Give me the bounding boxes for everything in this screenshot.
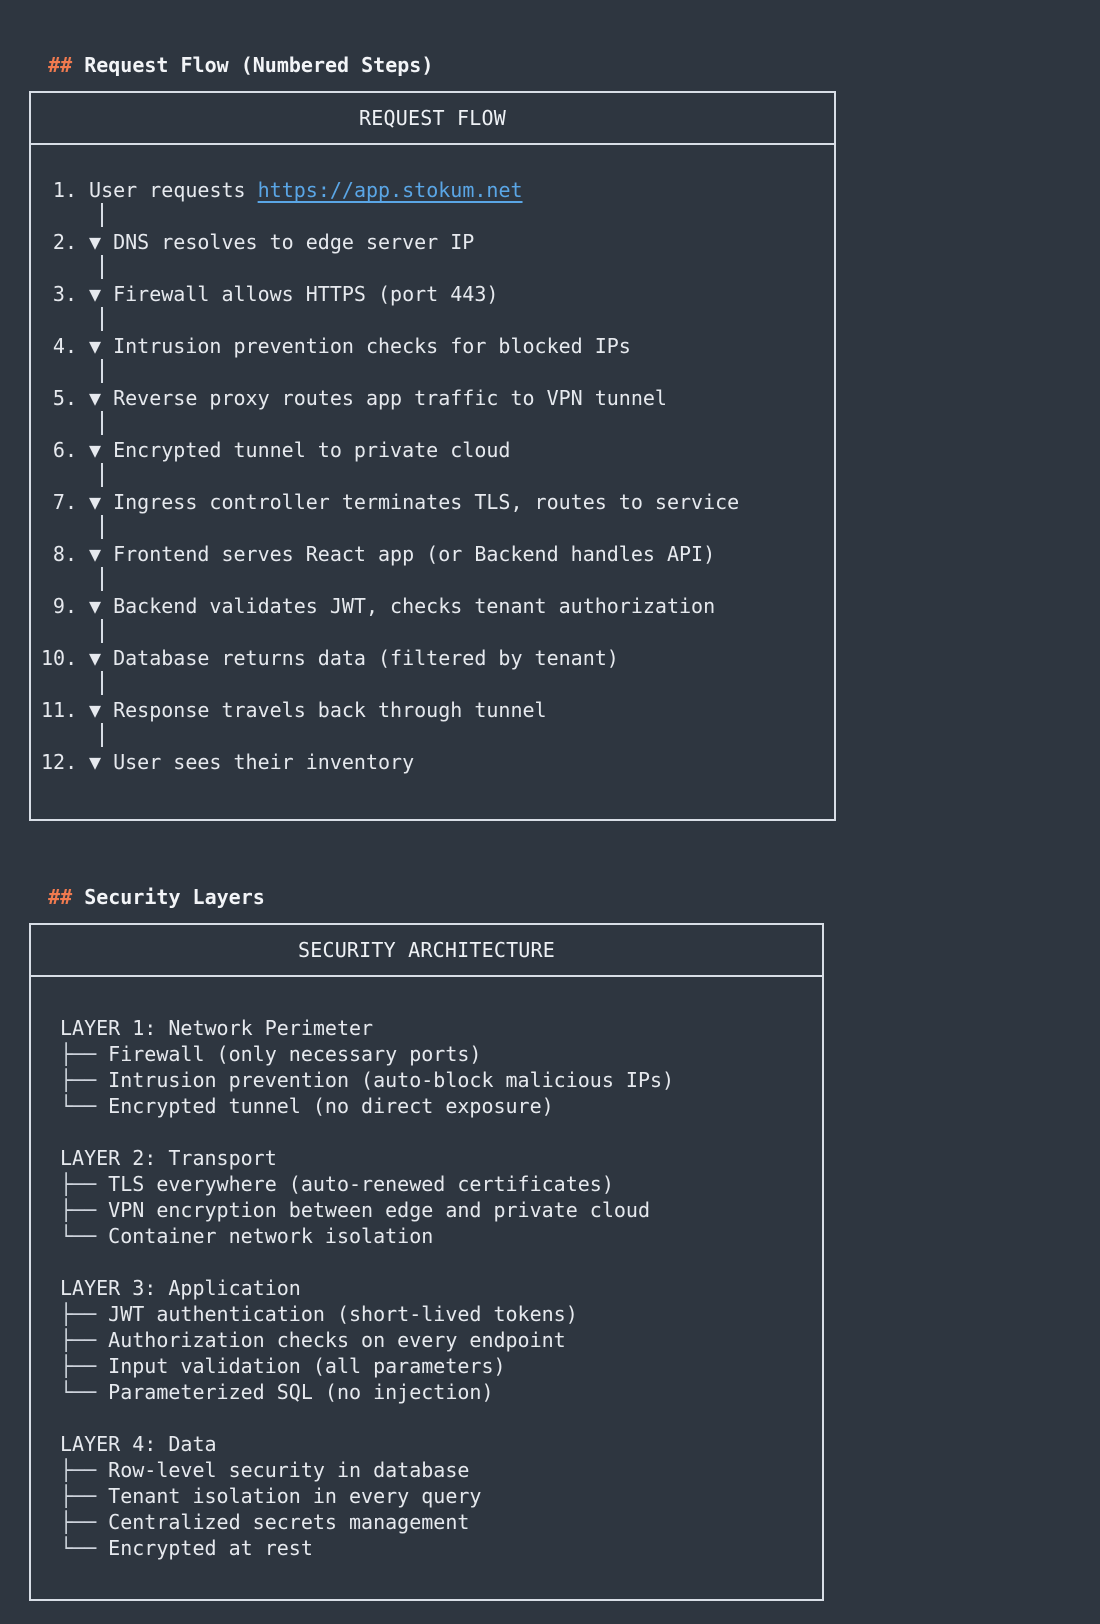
tree-branch-icon: ├── (60, 1172, 97, 1196)
step-number: 7. (52, 490, 77, 514)
flow-step-4 (41, 333, 631, 359)
layer-title: LAYER 3: Application (60, 1276, 301, 1300)
down-arrow-icon: ▼ (89, 490, 102, 514)
layer-item-text: Encrypted tunnel (no direct exposure) (96, 1094, 554, 1118)
down-arrow-icon: ▼ (89, 334, 102, 358)
step-number: 4. (52, 334, 77, 358)
flow-connector (101, 671, 103, 695)
flow-connector (101, 567, 103, 591)
security-architecture-box (29, 923, 824, 1601)
step-text: Firewall allows HTTPS (port 443) (101, 282, 499, 306)
down-arrow-icon: ▼ (89, 282, 102, 306)
tree-branch-icon: └── (60, 1094, 97, 1118)
flow-step-9 (41, 593, 715, 619)
layer-item-text: TLS everywhere (auto-renewed certificates) (96, 1172, 614, 1196)
flow-step-2 (41, 229, 474, 255)
layer-item-text: Intrusion prevention (auto-block malicious IPs) (96, 1068, 675, 1092)
flow-step-3 (41, 281, 498, 307)
layer-item-text: Encrypted at rest (96, 1536, 313, 1560)
layer-item (60, 1197, 650, 1223)
heading-text: Request Flow (Numbered Steps) (84, 53, 434, 77)
down-arrow-icon: ▼ (89, 698, 102, 722)
layer-item-text: Input validation (all parameters) (96, 1354, 506, 1378)
request-flow-box (29, 91, 836, 821)
layer-item-text: Centralized secrets management (96, 1510, 470, 1534)
layer-item-text: Container network isolation (96, 1224, 434, 1248)
step-number: 8. (52, 542, 77, 566)
step-number: 11. (41, 698, 78, 722)
tree-branch-icon: └── (60, 1380, 97, 1404)
layer-item-text: JWT authentication (short-lived tokens) (96, 1302, 578, 1326)
step-number: 9. (52, 594, 77, 618)
security-architecture-title: SECURITY ARCHITECTURE (31, 925, 822, 977)
layer-item-text: Tenant isolation in every query (96, 1484, 482, 1508)
layer-item (60, 1509, 469, 1535)
flow-step-1 (41, 177, 523, 203)
down-arrow-icon: ▼ (89, 438, 102, 462)
flow-connector (101, 463, 103, 487)
flow-connector (101, 619, 103, 643)
step-text: Reverse proxy routes app traffic to VPN tunnel (101, 386, 667, 410)
layer-item (60, 1483, 481, 1509)
step-text: Database returns data (filtered by tenant) (101, 646, 619, 670)
step-number: 12. (41, 750, 78, 774)
down-arrow-icon: ▼ (89, 646, 102, 670)
layer-item (60, 1171, 614, 1197)
layer-item-text: Parameterized SQL (no injection) (96, 1380, 494, 1404)
flow-step-7 (41, 489, 739, 515)
tree-branch-icon: ├── (60, 1354, 97, 1378)
layer-item-text: Firewall (only necessary ports) (96, 1042, 482, 1066)
layer-item (60, 1379, 493, 1405)
layer-item (60, 1041, 481, 1067)
layer-title: LAYER 1: Network Perimeter (60, 1016, 374, 1040)
flow-connector (101, 203, 103, 227)
tree-branch-icon: ├── (60, 1510, 97, 1534)
tree-branch-icon: ├── (60, 1458, 97, 1482)
step-text: Ingress controller terminates TLS, routes to service (101, 490, 740, 514)
flow-step-12 (41, 749, 414, 775)
layer-item (60, 1301, 578, 1327)
step-number: 5. (52, 386, 77, 410)
layer-item-text: Row-level security in database (96, 1458, 470, 1482)
layer-item (60, 1353, 506, 1379)
step-text: Encrypted tunnel to private cloud (101, 438, 511, 462)
tree-branch-icon: ├── (60, 1328, 97, 1352)
flow-connector (101, 359, 103, 383)
flow-step-10 (41, 645, 619, 671)
layer-item (60, 1457, 469, 1483)
request-flow-heading (24, 26, 433, 78)
down-arrow-icon: ▼ (89, 542, 102, 566)
step-number: 1. (52, 178, 77, 202)
flow-step-6 (41, 437, 510, 463)
layer-item (60, 1327, 566, 1353)
step-text: User requests (77, 178, 258, 202)
layer-item-text: Authorization checks on every endpoint (96, 1328, 566, 1352)
tree-branch-icon: ├── (60, 1042, 97, 1066)
layer-item (60, 1223, 433, 1249)
step-text: Backend validates JWT, checks tenant authorization (101, 594, 716, 618)
layer-item-text: VPN encryption between edge and private cloud (96, 1198, 651, 1222)
step-number: 2. (52, 230, 77, 254)
flow-connector (101, 515, 103, 539)
tree-branch-icon: ├── (60, 1068, 97, 1092)
step-number: 6. (52, 438, 77, 462)
down-arrow-icon: ▼ (89, 594, 102, 618)
step-text: User sees their inventory (101, 750, 415, 774)
heading-hash: ## (48, 53, 73, 77)
flow-connector (101, 255, 103, 279)
step-text: Intrusion prevention checks for blocked IPs (101, 334, 631, 358)
down-arrow-icon: ▼ (89, 386, 102, 410)
heading-hash: ## (48, 885, 73, 909)
tree-branch-icon: ├── (60, 1198, 97, 1222)
down-arrow-icon: ▼ (89, 750, 102, 774)
app-url-link[interactable]: https://app.stokum.net (257, 178, 523, 202)
flow-connector (101, 723, 103, 747)
layer-title: LAYER 2: Transport (60, 1146, 277, 1170)
heading-text: Security Layers (84, 885, 265, 909)
flow-step-8 (41, 541, 715, 567)
layer-title: LAYER 4: Data (60, 1432, 217, 1456)
flow-connector (101, 307, 103, 331)
request-flow-title: REQUEST FLOW (31, 93, 834, 145)
step-number: 3. (52, 282, 77, 306)
layer-item (60, 1093, 554, 1119)
layer-item (60, 1067, 674, 1093)
flow-step-5 (41, 385, 667, 411)
flow-step-11 (41, 697, 547, 723)
tree-branch-icon: └── (60, 1224, 97, 1248)
tree-branch-icon: ├── (60, 1302, 97, 1326)
down-arrow-icon: ▼ (89, 230, 102, 254)
step-text: DNS resolves to edge server IP (101, 230, 475, 254)
flow-connector (101, 411, 103, 435)
security-layers-heading (24, 858, 265, 910)
tree-branch-icon: ├── (60, 1484, 97, 1508)
step-text: Frontend serves React app (or Backend handles API) (101, 542, 716, 566)
layer-item (60, 1535, 313, 1561)
tree-branch-icon: └── (60, 1536, 97, 1560)
step-text: Response travels back through tunnel (101, 698, 547, 722)
step-number: 10. (41, 646, 78, 670)
